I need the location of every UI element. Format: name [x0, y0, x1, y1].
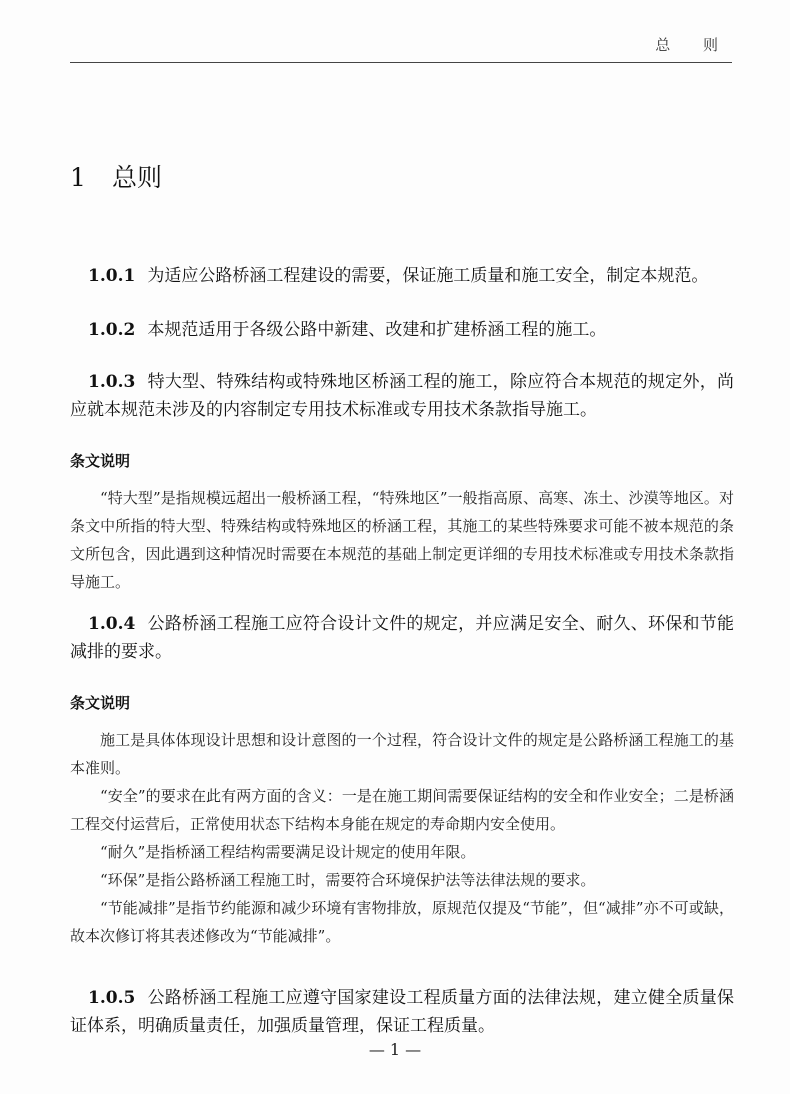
- clause-text: 公路桥涵工程施工应符合设计文件的规定，并应满足安全、耐久、环保和节能减排的要求。: [70, 614, 734, 662]
- explanation-paragraph: “耐久”是指桥涵工程结构需要满足设计规定的使用年限。: [100, 843, 476, 861]
- explanation-heading: 条文说明: [70, 452, 131, 470]
- explanation-paragraph: “安全”的要求在此有两方面的含义：一是在施工期间需要保证结构的安全和作业安全；二是桥涵工程交付运营后，正常使用状态下结构本身能在规定的寿命期内安全使用。: [70, 787, 734, 833]
- explanation-heading: 条文说明: [70, 694, 131, 712]
- clause-text: 特大型、特殊结构或特殊地区桥涵工程的施工，除应符合本规范的规定外，尚应就本规范未涉及的内容制定专用技术标准或专用技术条款指导施工。: [70, 372, 734, 420]
- explanation-body: [70, 484, 734, 596]
- chapter-number: 1: [70, 163, 86, 192]
- clause-1-0-2: [70, 316, 734, 344]
- clause-text: 公路桥涵工程施工应遵守国家建设工程质量方面的法律法规，建立健全质量保证体系，明确质量责任，加强质量管理，保证工程质量。: [70, 988, 734, 1036]
- clause-number: 1.0.3: [88, 372, 136, 392]
- explanation-paragraph: “节能减排”是指节约能源和减少环境有害物排放，原规范仅提及“节能”，但“减排”亦不可或缺，故本次修订将其表述修改为“节能减排”。: [70, 899, 734, 945]
- clause-number: 1.0.5: [88, 988, 136, 1008]
- clause-1-0-3: [70, 368, 734, 424]
- chapter-title-text: 总则: [112, 163, 163, 192]
- clause-1-0-1: [70, 262, 734, 290]
- explanation-body: [70, 726, 734, 950]
- clause-text: 本规范适用于各级公路中新建、改建和扩建桥涵工程的施工。: [147, 320, 607, 340]
- clause-number: 1.0.4: [88, 614, 136, 634]
- clause-number: 1.0.1: [88, 266, 136, 286]
- clause-1-0-5: [70, 984, 734, 1040]
- explanation-paragraph: “环保”是指公路桥涵工程施工时，需要符合环境保护法等法律法规的要求。: [100, 871, 596, 889]
- clause-text: 为适应公路桥涵工程建设的需要，保证施工质量和施工安全，制定本规范。: [147, 266, 709, 286]
- explanation-paragraph: “特大型”是指规模远超出一般桥涵工程，“特殊地区”一般指高原、高寒、冻土、沙漠等地区。对条文中所指的特大型、特殊结构或特殊地区的桥涵工程，其施工的某些特殊要求可能不被本规范的条文所包含，因此遇到这种情况时需要在本规范的基础上制定更详细的专用技术标准或专用技术条款指导施工。: [70, 489, 734, 591]
- explanation-paragraph: 施工是具体体现设计思想和设计意图的一个过程，符合设计文件的规定是公路桥涵工程施工的基本准则。: [70, 731, 734, 777]
- running-header: 总 则: [655, 36, 732, 54]
- clause-1-0-4: [70, 610, 734, 666]
- page-number: — 1 —: [368, 1040, 422, 1059]
- clause-number: 1.0.2: [88, 320, 136, 340]
- chapter-title: [70, 158, 162, 194]
- header-rule: [70, 62, 732, 63]
